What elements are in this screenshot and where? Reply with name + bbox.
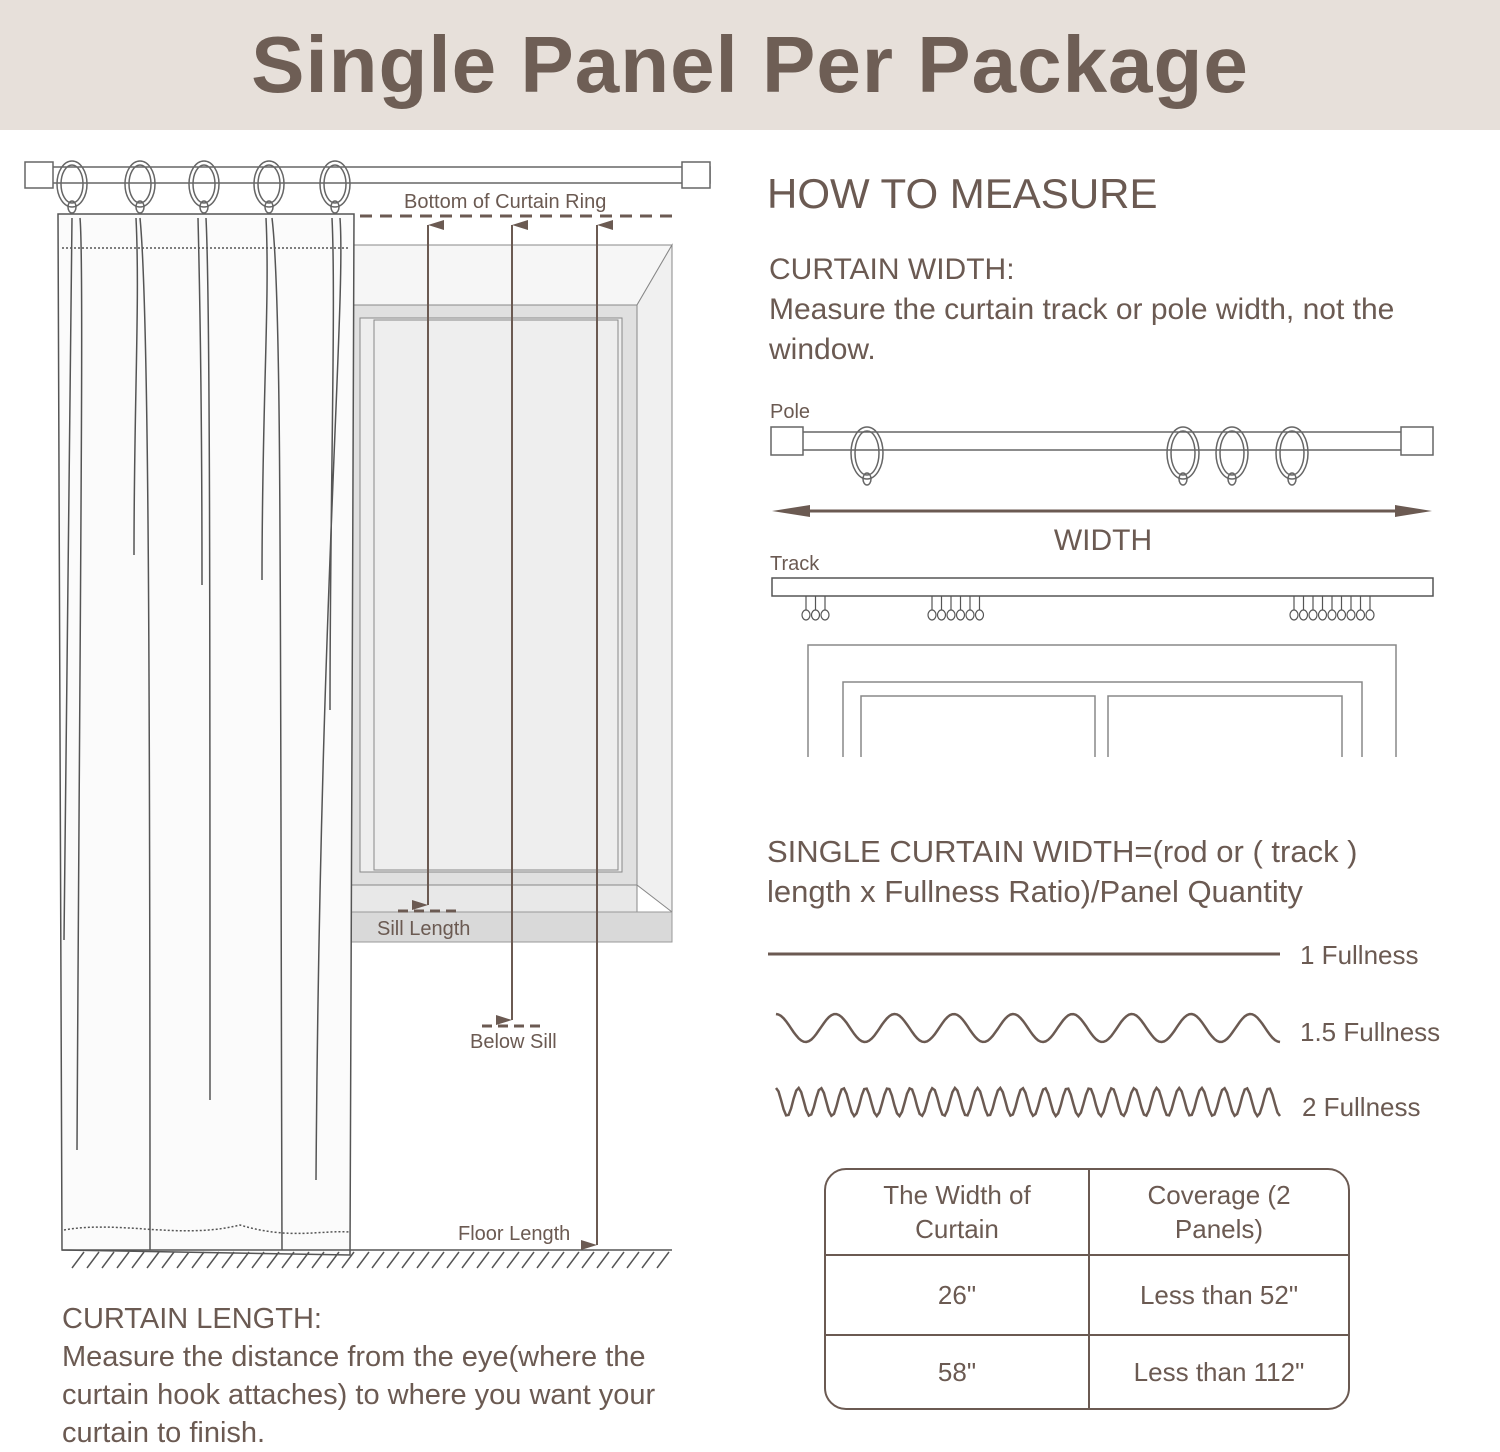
fullness-2-label: 2 Fullness xyxy=(1302,1092,1421,1122)
table-header-width: The Width of Curtain xyxy=(826,1170,1090,1256)
fullness-1-5-wave xyxy=(776,1014,1280,1042)
curtain-width-heading: CURTAIN WIDTH: xyxy=(769,253,1015,286)
fullness-2-wave xyxy=(776,1088,1280,1116)
fullness-1-label: 1 Fullness xyxy=(1300,940,1419,970)
curtain-length-heading: CURTAIN LENGTH: xyxy=(62,1303,322,1335)
table-cell: Less than 52" xyxy=(1090,1256,1348,1336)
track-illustration xyxy=(772,578,1433,596)
window-illustration xyxy=(345,245,672,942)
curtain-panel xyxy=(58,214,354,1255)
table-row xyxy=(826,1256,1348,1336)
width-label: WIDTH xyxy=(1053,524,1153,557)
curtain-length-section xyxy=(62,1300,702,1452)
how-to-measure-heading: HOW TO MEASURE xyxy=(767,170,1158,217)
curtain-width-text: Measure the curtain track or pole width, not the window. xyxy=(769,293,1395,366)
bottom-of-ring-label: Bottom of Curtain Ring xyxy=(404,191,607,213)
sill-length-label: Sill Length xyxy=(377,918,471,940)
pole-label: Pole xyxy=(770,401,811,423)
width-arrow xyxy=(772,505,1432,517)
table-cell: Less than 112" xyxy=(1133,1356,1305,1387)
fullness-1-5-label: 1.5 Fullness xyxy=(1300,1017,1441,1047)
formula-text: SINGLE CURTAIN WIDTH=(rod or ( track ) length x Fullness Ratio)/Panel Quantity xyxy=(767,834,1358,909)
curtain-rod xyxy=(25,162,710,188)
curtain-length-text: Measure the distance from the eye(where the curtain hook attaches) to where you want your curtain to finish. xyxy=(62,1341,656,1449)
window-outline xyxy=(808,645,1396,757)
floor xyxy=(62,1250,672,1268)
floor-length-label: Floor Length xyxy=(458,1223,571,1245)
table-row xyxy=(826,1336,1348,1408)
track-hooks xyxy=(802,596,1374,620)
page-title: Single Panel Per Package xyxy=(251,20,1249,109)
coverage-table xyxy=(824,1168,1350,1410)
track-label: Track xyxy=(770,553,820,575)
table-cell: 58" xyxy=(826,1336,1090,1408)
below-sill-label: Below Sill xyxy=(470,1031,557,1053)
table-header-coverage: Coverage (2 Panels) xyxy=(1090,1170,1348,1256)
curtain-width-section xyxy=(769,250,1429,370)
table-cell: 26" xyxy=(826,1256,1090,1336)
